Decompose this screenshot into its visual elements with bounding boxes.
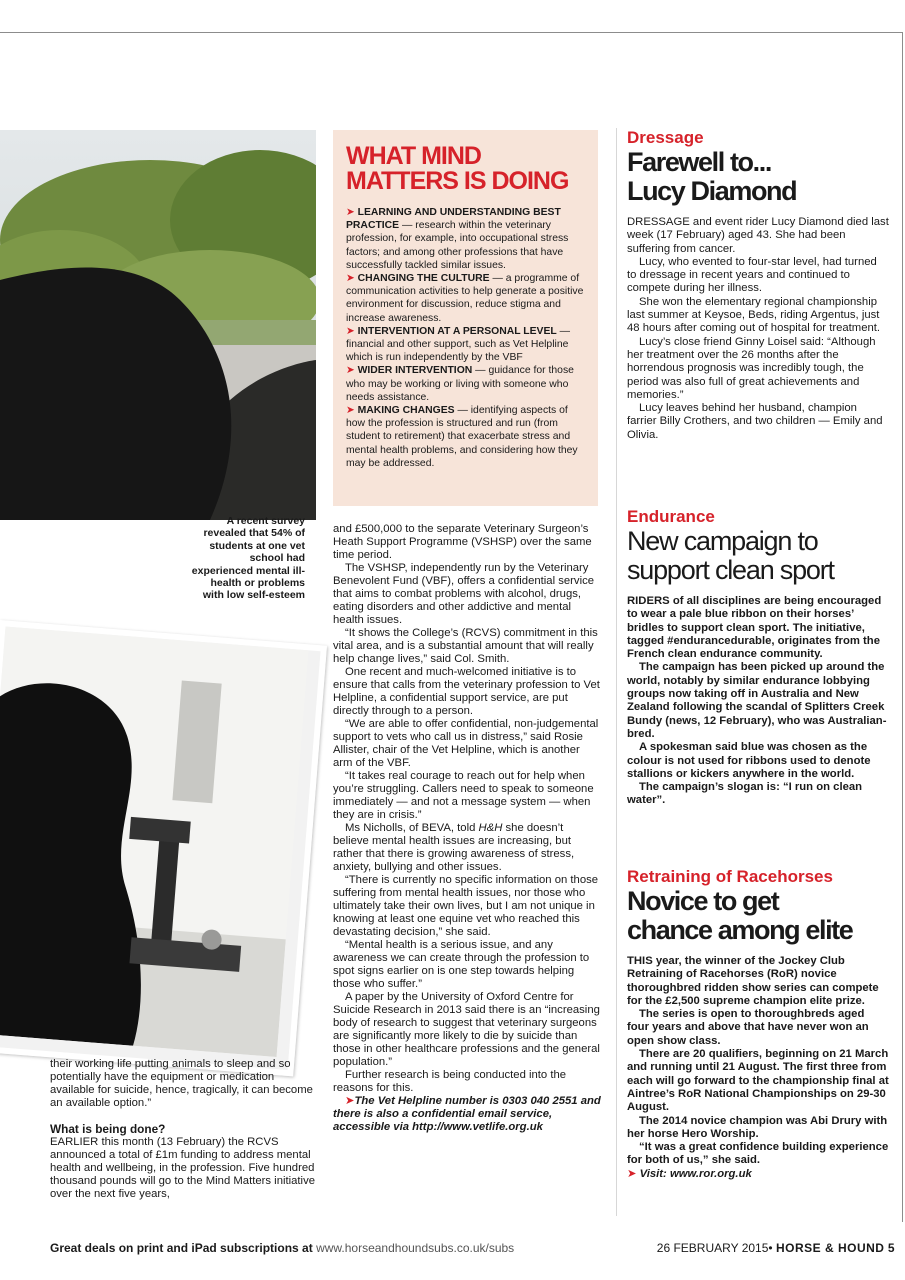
retraining-story	[627, 867, 889, 1181]
article-paragraph: The VSHSP, independently run by the Veterinary Benevolent Fund (VBF), offers a confidential service that aims to combat problems with alcohol, drugs, eating disorders and other addictive and mental health issues.	[333, 562, 595, 626]
survey-photo	[0, 130, 316, 520]
arrow-icon: ➤	[345, 1095, 355, 1107]
boxout-item-head: LEARNING AND UNDERSTANDING BEST PRACTICE	[346, 207, 561, 232]
story-paragraph: THIS year, the winner of the Jockey Club Retraining of Racehorses (RoR) novice thoroughbred ridden show series can compete for the £2,500 supreme champion elite prize.	[627, 955, 879, 1007]
footer-bullet: •	[768, 1241, 773, 1255]
arrow-icon: ➤	[346, 405, 358, 417]
footer-subscription	[50, 1241, 514, 1255]
article-paragraph: “It shows the College’s (RCVS) commitment in this vital area, and is a substantial amount that will really help change lives,” said Col. Smith.	[333, 627, 598, 665]
survey-photo-art	[0, 130, 316, 520]
boxout-title: WHAT MIND MATTERS IS DOING	[346, 142, 569, 195]
boxout-item-head: WIDER INTERVENTION	[357, 365, 473, 377]
boxout-item-text: — a programme of communication activities to help generate a positive environment for discussion, reduce stigma and increase awareness.	[346, 273, 584, 324]
headline-line: Farewell to...	[627, 147, 771, 177]
article-paragraph: “There is currently no specific information on those suffering from mental health issues, nor those who ultimately take their own lives, but I am not unique in knowing at least one equine vet who reached this devastating decision,” she said.	[333, 874, 599, 938]
boxout-item-text: — identifying aspects of how the profession is structured and run (from student to retirement) that exacerbate stress and mental health problems, and considering how they may be addressed.	[346, 405, 578, 469]
arrow-icon: ➤	[627, 1167, 640, 1180]
article-paragraph: “Mental health is a serious issue, and any awareness we can create through the profession to spot signs earlier on is one step towards helping those who suffer.”	[333, 939, 590, 990]
boxout-item-text: — research within the veterinary profession, for example, into occupational stress factors; and among other professions that have successfully tackled similar issues.	[346, 220, 569, 271]
story-body	[627, 595, 889, 808]
story-body	[627, 216, 889, 442]
boxout-item-head: MAKING CHANGES	[357, 405, 455, 417]
footer-url[interactable]: www.horseandhoundsubs.co.uk/subs	[316, 1241, 515, 1255]
headline-line: chance among elite	[627, 915, 853, 945]
boxout-item-text: — guidance for those who may be working or living with someone who needs assistance.	[346, 365, 574, 403]
footer-deals-text: Great deals on print and iPad subscriptions at	[50, 1241, 313, 1255]
microscope-photo-art	[0, 626, 309, 1057]
page-frame-right	[902, 32, 903, 1222]
story-paragraph: The 2014 novice champion was Abi Drury with her horse Hero Worship.	[627, 1114, 888, 1140]
story-paragraph: She won the elementary regional championship last summer at Keysoe, Beds, riding Argentus, just 48 hours after coming out of hospital for treatment.	[627, 295, 881, 335]
story-kicker: Retraining of Racehorses	[627, 867, 833, 886]
story-body	[627, 955, 889, 1181]
page-frame-top	[0, 32, 903, 33]
story-paragraph: “It was a great confidence building experience for both of us,” she said.	[627, 1141, 889, 1167]
article-paragraph: “We are able to offer confidential, non-judgemental support to vets who call us in distress,” said Rosie Allister, chair of the Vet Helpline, which is another arm of the VBF.	[333, 718, 599, 769]
headline-line: Lucy Diamond	[627, 176, 797, 206]
story-paragraph: RIDERS of all disciplines are being encouraged to wear a pale blue ribbon on their horses’ bridles to support clean sport. The initiative, tagged #endurancedurable, originates from the French clean endurance community.	[627, 595, 882, 661]
arrow-icon: ➤	[346, 207, 358, 218]
ror-link[interactable]	[627, 1168, 889, 1181]
link-text[interactable]: Visit: www.ror.org.uk	[639, 1167, 752, 1180]
story-paragraph: DRESSAGE and event rider Lucy Diamond died last week (17 February) aged 43. She had been suffering from cancer.	[627, 216, 889, 255]
article-paragraph: and £500,000 to the separate Veterinary Surgeon’s Heath Support Programme (VSHSP) over the same time period.	[333, 523, 592, 561]
mind-matters-boxout	[333, 130, 598, 506]
vet-helpline-info	[333, 1095, 601, 1134]
boxout-item	[346, 404, 586, 470]
page-footer	[50, 1241, 895, 1257]
magazine-name: H&H	[478, 822, 503, 834]
boxout-item-text: — financial and other support, such as Vet Helpline which is run independently by the VBF	[346, 325, 571, 364]
endurance-story	[627, 507, 889, 808]
arrow-icon: ➤	[346, 325, 358, 337]
story-kicker: Dressage	[627, 128, 704, 147]
paragraph-text: she doesn’t believe mental health issues are increasing, but rather that there is growing awareness of stress, anxiety, bullying and other issues.	[333, 822, 575, 873]
story-headline	[627, 148, 889, 206]
arrow-icon: ➤	[346, 273, 358, 285]
boxout-item	[346, 272, 586, 325]
boxout-item	[346, 206, 586, 272]
story-paragraph: Lucy’s close friend Ginny Loisel said: “Although her treatment over the 26 months after the horrendous prognosis was incredibly tough, the period was also full of great achievements and memories.”	[627, 335, 876, 401]
story-paragraph: Lucy, who evented to four-star level, had turned to dressage in recent years and continued to compete during her illness.	[627, 255, 877, 295]
story-paragraph: The campaign’s slogan is: “I run on clean water”.	[627, 781, 863, 807]
article-paragraph: A paper by the University of Oxford Centre for Suicide Research in 2013 said there is an “increasing body of research to suggest that veterinary surgeons are significantly more likely to die by suicide than those in other healthcare professions and the general population.”	[333, 991, 600, 1068]
article-subhead: What is being done?	[50, 1122, 166, 1136]
boxout-item-head: CHANGING THE CULTURE	[357, 273, 490, 285]
headline-line: Novice to get	[627, 886, 779, 916]
main-article-column-2	[333, 523, 601, 1134]
article-paragraph: “It takes real courage to reach out for help when you’re struggling. Callers need to speak to someone immediately — and not a message system — when they are in crisis.”	[333, 770, 594, 821]
microscope-photo	[0, 620, 327, 1076]
footer-date: 26 FEBRUARY 2015	[656, 1241, 769, 1255]
arrow-icon: ➤	[346, 365, 358, 377]
article-paragraph	[333, 822, 601, 874]
helpline-text: The Vet Helpline number is 0303 040 2551 and there is also a confidential email service, accessible via http://www.vetlife.org.uk	[333, 1095, 601, 1133]
story-paragraph: Lucy leaves behind her husband, champion farrier Billy Crothers, and two children — Emily and Olivia.	[627, 402, 883, 441]
boxout-item	[346, 325, 586, 365]
article-paragraph: their working life putting animals to sleep and so potentially have the equipment or medication available for suicide, hence, tragically, it can become an available option.”	[50, 1058, 313, 1109]
column-divider	[616, 128, 617, 1216]
story-paragraph: The series is open to thoroughbreds aged four years and above that have never won an open show class.	[627, 1008, 869, 1047]
main-article-column-1	[50, 1058, 318, 1201]
footer-magazine: HORSE & HOUND	[775, 1241, 885, 1255]
boxout-item	[346, 364, 586, 404]
headline-line: support clean sport	[627, 555, 834, 585]
story-kicker: Endurance	[627, 507, 715, 526]
story-paragraph: The campaign has been picked up around the world, notably by similar endurance lobbying groups now taking off in Australia and New Zealand following the scandal of Splitters Creek Bundy (news, 12 February), who was Australian-bred.	[627, 661, 887, 740]
article-paragraph: EARLIER this month (13 February) the RCVS announced a total of £1m funding to address mental health and wellbeing, in the profession. Five hundred thousand pounds will go to the Mind Matters initiative over the next five years,	[50, 1136, 315, 1200]
footer-folio	[657, 1241, 895, 1255]
photo-caption: A recent survey revealed that 54% of students at one vet school had experienced mental ill-health or problems with low self-esteem	[191, 515, 305, 602]
story-headline	[627, 887, 889, 945]
story-paragraph: A spokesman said blue was chosen as the colour is not used for ribbons used to denote stallions or kickers anywhere in the world.	[627, 741, 871, 780]
boxout-item-head: INTERVENTION AT A PERSONAL LEVEL	[357, 325, 557, 337]
headline-line: New campaign to	[627, 526, 818, 556]
article-paragraph: Further research is being conducted into the reasons for this.	[333, 1069, 567, 1094]
dressage-story	[627, 128, 889, 442]
boxout-items	[346, 206, 586, 470]
article-paragraph: One recent and much-welcomed initiative is to ensure that calls from the veterinary profession to Vet Helpline, a confidential support service, are put directly through to a person.	[333, 666, 600, 717]
story-headline	[627, 527, 889, 585]
paragraph-text: Ms Nicholls, of BEVA, told	[345, 822, 479, 834]
story-paragraph: There are 20 qualifiers, beginning on 21 March and running until 21 August. The first three from each will go forward to the championship final at Aintree’s RoR National Championships on 29-30 August.	[627, 1048, 889, 1114]
page-number: 5	[887, 1241, 895, 1255]
